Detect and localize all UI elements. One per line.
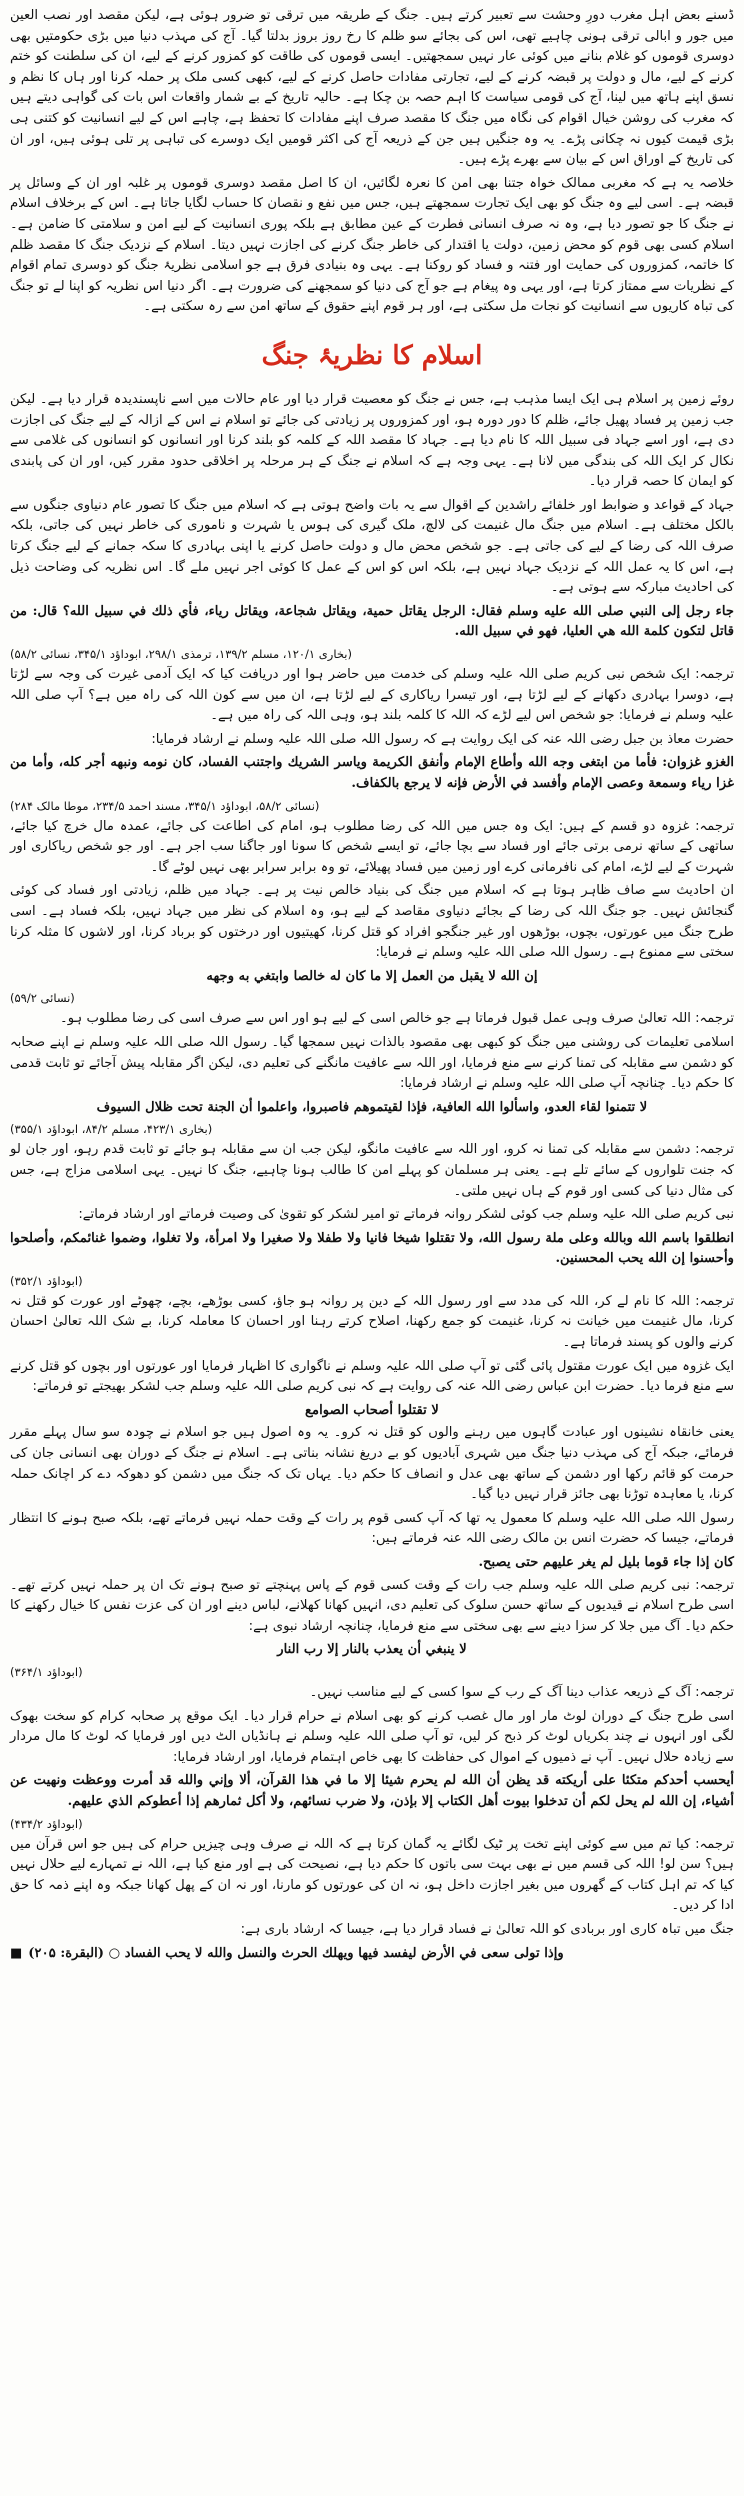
final-verse-text: وإذا تولى سعى في الأرض ليفسد فيها ويهلك الحرث والنسل والله لا يحب الفساد ○ (البقرة: ۲۰۵) bbox=[28, 1945, 564, 1961]
section-title: اسلام کا نظریۂ جنگ bbox=[261, 340, 483, 371]
arabic-quote: أيحسب أحدكم متكئا على أريكته قد يظن أن الله لم يحرم شيئا إلا ما في هذا القرآن، ألا وإني والله قد أمرت ووعظت ونهيت عن أشياء، إن الله لم يحل لكم أن تدخلوا بيوت أهل الكتاب إلا بإذن، ولا ضرب نسائهم، ولا أكل ثمارهم إذا أعطوكم الذي عليهم. bbox=[10, 1773, 734, 1809]
paragraph: ان احادیث سے صاف ظاہر ہوتا ہے کہ اسلام میں جنگ کی بنیاد خالص نیت پر ہے۔ جہاد میں ظلم، زیادتی اور فساد کی کوئی گنجائش نہیں۔ جو جنگ اللہ کی رضا کے بجائے دنیاوی مقاصد کے لیے ہو، وہ اسلام کی نظر میں جہاد نہیں، بلکہ فساد ہے۔ اسی طرح جنگ میں عورتوں، بچوں، بوڑھوں اور غیر جنگجو افراد کو قتل کرنا، کھیتیوں اور درختوں کو برباد کرنا، اور لاشوں کا مثلہ کرنا سختی سے ممنوع ہے۔ رسول اللہ صلی اللہ علیہ وسلم نے فرمایا: bbox=[10, 883, 734, 961]
paragraph: ڈسنے بعض اہل مغرب دورِ وحشت سے تعبیر کرتے ہیں۔ جنگ کے طریقہ میں ترقی تو ضرور ہوئی ہے، لیکن مقصد اور نصب العین میں جور و ابالی ترقی ہونی چاہیے تھی، اس کی بجائے سو ظلم کا رخ روز بروز بدلتا گیا۔ آج کی مہذب دنیا میں بڑی حکومتیں بھی دوسری قوموں کو غلام بنانے میں کوئی عار نہیں سمجھتیں۔ ایسی قوموں کی طاقت کو کمزور کرنے کے لیے، ان کی سلطنت کو ختم کرنے کے لیے، مال و دولت پر قبضہ کرنے کے لیے، تجارتی مفادات حاصل کرنے کے لیے، کبھی کسی ملک پر حملہ کرنا اور ہاں کا نظم و نسق اپنے ہاتھ میں لینا، آج کی قومی سیاست کا اہم حصہ بن چکا ہے۔ حالیہ تاریخ کے بے شمار واقعات اس بات کی گواہی دیتے ہیں کہ مغرب کی روشن خیال اقوام کی نگاہ میں جنگ کا مقصد صرف اپنے مفادات کا تحفظ ہے، چاہے اس کے لیے انسانیت کو کتنی ہی بڑی قیمت کیوں نہ چکانی پڑے۔ یہ وہ جنگیں ہیں جن کے ذریعہ آج کی اکثر قومیں ایک دوسرے کی تباہی پر تلی ہوئی ہیں، اور ان کی تاریخ کے اوراق اس کے بیان سے بھرے پڑے ہیں۔ bbox=[10, 8, 734, 168]
paragraph: ترجمہ: کیا تم میں سے کوئی اپنے تخت پر ٹیک لگائے یہ گمان کرتا ہے کہ اللہ نے صرف وہی چیزیں حرام کی ہیں جو اس قرآن میں ہیں؟ سن لو! اللہ کی قسم میں نے بھی بہت سی باتوں کا حکم دیا ہے، نصیحت کی ہے اور منع کیا ہے، اللہ نے تمہارے لیے حلال نہیں کیا کہ تم اہل کتاب کے گھروں میں بغیر اجازت داخل ہو، نہ ان کی عورتوں کو مارنا، اور نہ ان کے پھل کھانا جبکہ وہ اپنے ذمہ کا حق ادا کر دیں۔ bbox=[10, 1836, 734, 1914]
reference-citation: (بخاری ۴۲۳/۱، مسلم ۸۴/۲، ابوداؤد ۳۵۵/۱) bbox=[10, 1122, 213, 1137]
arabic-quote-centered: لا ينبغي أن يعذب بالنار إلا رب النار bbox=[277, 1642, 467, 1658]
paragraph: ترجمہ: اللہ کا نام لے کر، اللہ کی مدد سے اور رسول اللہ کے دین پر روانہ ہو جاؤ، کسی بوڑھے، بچے، چھوٹے اور عورت کو قتل نہ کرنا، مال غنیمت میں خیانت نہ کرنا، غنیمت کو جمع رکھنا، اصلاح کرتے رہنا اور احسان کا معاملہ کرنا، بے شک اللہ تعالیٰ احسان کرنے والوں کو پسند فرماتا ہے۔ bbox=[10, 1293, 734, 1351]
arabic-quote: كان إذا جاء قوما بليل لم يغر عليهم حتى يصبح. bbox=[478, 1555, 734, 1570]
paragraph: یعنی خانقاہ نشینوں اور عبادت گاہوں میں رہنے والوں کو قتل نہ کرو۔ یہ وہ اصول ہیں جو اسلام نے چودہ سو سال پہلے مقرر فرمائے، جبکہ آج کی مہذب دنیا جنگ میں شہری آبادیوں کو بے دریغ نشانہ بناتی ہے۔ اسلام نے جنگ کے دوران بھی انسانی جان کی حرمت کو قائم رکھا اور دشمن کے ساتھ بھی عدل و انصاف کا حکم دیا۔ یہاں تک کہ جنگ میں دشمن کو دھوکہ دے کر اچانک حملہ کرنا، یا معاہدہ توڑنا بھی جائز قرار نہیں دیا گیا۔ bbox=[10, 1425, 734, 1503]
arabic-quote: جاء رجل إلى النبي صلى الله عليه وسلم فقال: الرجل يقاتل حمية، ويقاتل شجاعة، ويقاتل رياء، فأي ذلك في سبيل الله؟ قال: من قاتل لتكون كلمة الله هي العليا، فهو في سبيل الله. bbox=[10, 603, 734, 640]
arabic-quote: الغزو غزوان: فأما من ابتغى وجه الله وأطاع الإمام وأنفق الكريمة وياسر الشريك واجتنب الفساد، كان نومه ونبهه أجر كله، وأما من غزا رياء وسمعة وعصى الإمام وأفسد في الأرض فإنه لا يرجع بالكفاف. bbox=[10, 755, 734, 791]
paragraph: ترجمہ: نبی کریم صلی اللہ علیہ وسلم جب رات کے وقت کسی قوم کے پاس پہنچتے تو صبح ہونے تک ان پر حملہ نہیں کرتے تھے۔ اسی طرح اسلام نے قیدیوں کے ساتھ حسن سلوک کی تعلیم دی، انہیں کھانا کھلانے، لباس دینے اور ان کی عزت نفس کا خیال رکھنے کا حکم دیا۔ آگ میں جلا کر سزا دینے سے بھی سختی سے منع فرمایا، چنانچہ ارشاد نبوی ہے: bbox=[10, 1577, 734, 1634]
paragraph: جنگ میں تباہ کاری اور بربادی کو اللہ تعالیٰ نے فساد قرار دیا ہے، جیسا کہ ارشاد باری ہے: bbox=[240, 1921, 734, 1937]
arabic-quote: انطلقوا باسم الله وبالله وعلى ملة رسول الله، ولا تقتلوا شيخا فانيا ولا طفلا ولا صغيرا ولا امرأة، ولا تغلوا، وضموا غنائمكم، وأصلحوا وأحسنوا إن الله يحب المحسنين. bbox=[10, 1230, 734, 1267]
paragraph: نبی کریم صلی اللہ علیہ وسلم جب کوئی لشکر روانہ فرماتے تو امیر لشکر کو تقویٰ کی وصیت فرماتے اور ارشاد فرماتے: bbox=[78, 1207, 734, 1223]
paragraph: ترجمہ: آگ کے ذریعہ عذاب دینا آگ کے رب کے سوا کسی کے لیے مناسب نہیں۔ bbox=[309, 1684, 734, 1700]
paragraph: ترجمہ: غزوہ دو قسم کے ہیں: ایک وہ جس میں اللہ کی رضا مطلوب ہو، امام کی اطاعت کی جائے، عمدہ مال خرچ کیا جائے، ساتھی کے ساتھ نرمی برتی جائے اور فساد سے بچا جائے، تو ایسے شخص کا سونا اور جاگنا سب اجر ہے۔ اور جو شخص ریاکاری اور شہرت کے لیے لڑے، امام کی نافرمانی کرے اور زمین میں فساد پھیلائے، تو وہ برابر سرابر بھی نہیں لوٹے گا۔ bbox=[10, 818, 734, 875]
paragraph: ترجمہ: اللہ تعالیٰ صرف وہی عمل قبول فرماتا ہے جو خالص اسی کے لیے ہو اور اس سے صرف اسی کی رضا مطلوب ہو۔ bbox=[59, 1011, 734, 1027]
final-verse bbox=[10, 1944, 734, 1965]
reference-citation: (ابوداؤد ۳۵۲/۱) bbox=[10, 1273, 83, 1288]
arabic-quote-centered: إن الله لا يقبل من العمل إلا ما كان له خالصا وابتغي به وجهه bbox=[206, 968, 538, 984]
paragraph: روئے زمین پر اسلام ہی ایک ایسا مذہب ہے، جس نے جنگ کو معصیت قرار دیا اور عام حالات میں اسے ناپسندیدہ قرار دیا ہے۔ لیکن جب زمین پر فساد پھیل جائے، ظلم کا دور دورہ ہو، اور کمزوروں پر زیادتی کی جائے تو اسلام نے اس کے ازالہ کے لیے جنگ کی اجازت دی ہے، اور اسے جہاد فی سبیل اللہ کا نام دیا ہے۔ جہاد کا مقصد اللہ کے کلمہ کو بلند کرنا اور انسانوں کو انسانوں کی غلامی سے نکال کر ایک اللہ کی بندگی میں لانا ہے۔ یہی وجہ ہے کہ اسلام نے جنگ کے ہر مرحلہ پر اخلاقی حدود مقرر کیں، اور ان کی پابندی کو ایمان کا حصہ قرار دیا۔ bbox=[10, 391, 734, 490]
paragraph: حضرت معاذ بن جبل رضی اللہ عنہ کی ایک روایت ہے کہ رسول اللہ صلی اللہ علیہ وسلم نے ارشاد فرمایا: bbox=[151, 731, 734, 747]
reference-citation: (نسائی ۵۹/۲) bbox=[10, 991, 75, 1006]
paragraph: ایک غزوہ میں ایک عورت مقتول پائی گئی تو آپ صلی اللہ علیہ وسلم نے ناگواری کا اظہار فرمایا اور عورتوں اور بچوں کو قتل کرنے سے منع فرما دیا۔ حضرت ابن عباس رضی اللہ عنہ کی روایت ہے کہ نبی کریم صلی اللہ علیہ وسلم جب لشکر بھیجتے تو فرماتے: bbox=[10, 1358, 734, 1395]
paragraph: اسلامی تعلیمات کی روشنی میں جنگ کو کبھی بھی مقصود بالذات نہیں سمجھا گیا۔ رسول اللہ صلی اللہ علیہ وسلم نے اپنے صحابہ کو دشمن سے مقابلہ کی تمنا کرنے سے منع فرمایا، اور اللہ سے عافیت مانگنے کی تعلیم دی، لیکن اگر مقابلہ پیش آجائے تو ثابت قدمی کا حکم دیا۔ چنانچہ آپ صلی اللہ علیہ وسلم نے ارشاد فرمایا: bbox=[10, 1034, 734, 1092]
reference-citation: (ابوداؤد ۴۳۴/۲) bbox=[10, 1816, 83, 1831]
bullet-icon: ■ bbox=[10, 1945, 23, 1961]
paragraph: ترجمہ: دشمن سے مقابلہ کی تمنا نہ کرو، اور اللہ سے عافیت مانگو، لیکن جب ان سے مقابلہ ہو جائے تو ثابت قدم رہو، اور جان لو کہ جنت تلواروں کے سائے تلے ہے۔ یعنی ہر مسلمان کو پہلے امن کا طالب ہونا چاہیے، جنگ کا نہیں۔ یہی اسلامی مزاج ہے، جس کی مثال دنیا کی کسی اور قوم کے ہاں نہیں ملتی۔ bbox=[10, 1142, 734, 1199]
paragraph: رسول اللہ صلی اللہ علیہ وسلم کا معمول یہ تھا کہ آپ کسی قوم پر رات کے وقت حملہ نہیں فرماتے تھے، بلکہ صبح ہونے کا انتظار فرماتے، جیسا کہ حضرت انس بن مالک رضی اللہ عنہ فرماتے ہیں: bbox=[10, 1510, 734, 1547]
reference-citation: (نسائی ۵۸/۲، ابوداؤد ۳۴۵/۱، مسند احمد ۲۳۴/۵، موطا مالک ۲۸۴) bbox=[10, 798, 320, 813]
document-body bbox=[10, 6, 734, 1941]
paragraph: جہاد کے قواعد و ضوابط اور خلفائے راشدین کے اقوال سے یہ بات واضح ہوتی ہے کہ اسلام میں جنگ کا تصور عام دنیاوی جنگوں سے بالکل مختلف ہے۔ اسلام میں جنگ مال غنیمت کی لالچ، ملک گیری کی ہوس یا شہرت و ناموری کی خاطر نہیں کی جاتی، بلکہ صرف اللہ کی رضا کے لیے کی جاتی ہے۔ جو شخص محض مال و دولت حاصل کرنے یا اپنی بہادری کا سکہ جمانے کے لیے جنگ کرتا ہے، اس کا یہ عمل اللہ کے نزدیک جہاد نہیں ہے، بلکہ اس کو اس کے عمل کا کوئی اجر نہیں ملے گا۔ اس نظریہ کی وضاحت ذیل کی احادیث مبارکہ سے ہوتی ہے۔ bbox=[10, 497, 734, 596]
reference-citation: (ابوداؤد ۳۶۴/۱) bbox=[10, 1664, 83, 1679]
paragraph: خلاصہ یہ ہے کہ مغربی ممالک خواہ جتنا بھی امن کا نعرہ لگائیں، ان کا اصل مقصد دوسری قوموں پر غلبہ اور ان کے وسائل پر قبضہ ہے۔ اسی لیے وہ جنگ کو بھی ایک تجارت سمجھتے ہیں، جس میں نفع و نقصان کا حساب لگایا جاتا ہے۔ اس کے برخلاف اسلام نے جنگ کا جو تصور دیا ہے، وہ نہ صرف انسانی فطرت کے عین مطابق ہے بلکہ پوری انسانیت کے لیے امن و سلامتی کا ضامن ہے۔ اسلام کسی بھی قوم کو محض زمین، دولت یا اقتدار کی خاطر جنگ کرنے کی اجازت نہیں دیتا۔ اسلام کے نزدیک جنگ کا مقصد ظلم کا خاتمہ، کمزوروں کی حمایت اور فتنہ و فساد کو روکنا ہے۔ یہی وہ بنیادی فرق ہے جو اسلامی نظریۂ جنگ کو دوسری تمام اقوام کے نظریات سے ممتاز کرتا ہے، اور یہی وہ پیغام ہے جو آج کی دنیا کو سمجھنے کی ضرورت ہے۔ اگر دنیا اس نظریہ کو اپنا لے تو جنگ کی تباہ کاریوں سے انسانیت کو نجات مل سکتی ہے، اور ہر قوم اپنے حقوق کے ساتھ امن سے رہ سکتی ہے۔ bbox=[10, 175, 734, 315]
paragraph: اسی طرح جنگ کے دوران لوٹ مار اور مال غصب کرنے کو بھی اسلام نے حرام قرار دیا۔ ایک موقع پر صحابہ کرام کو سخت بھوک لگی اور انہوں نے چند بکریاں لوٹ کر ذبح کر لیں، تو آپ صلی اللہ علیہ وسلم نے ہانڈیاں الٹ دیں اور فرمایا کہ لوٹ کا مال مردار سے زیادہ حلال نہیں۔ آپ نے ذمیوں کے اموال کی حفاظت کا بھی خاص اہتمام فرمایا، اور ارشاد فرمایا: bbox=[10, 1708, 734, 1765]
reference-citation: (بخاری ۱۲۰/۱، مسلم ۱۳۹/۲، ترمذی ۲۹۸/۱، ابوداؤد ۳۴۵/۱، نسائی ۵۸/۲) bbox=[10, 647, 352, 662]
arabic-quote-centered: لا تقتلوا أصحاب الصوامع bbox=[305, 1402, 439, 1418]
arabic-quote-centered: لا تتمنوا لقاء العدو، واسألوا الله العافية، فإذا لقيتموهم فاصبروا، واعلموا أن الجنة تحت ظلال السيوف bbox=[96, 1099, 648, 1115]
paragraph: ترجمہ: ایک شخص نبی کریم صلی اللہ علیہ وسلم کی خدمت میں حاضر ہوا اور دریافت کیا کہ ایک آدمی غیرت کی وجہ سے لڑتا ہے، دوسرا بہادری دکھانے کے لیے لڑتا ہے، اور تیسرا ریاکاری کے لیے لڑتا ہے، ان میں سے کون اللہ کی راہ میں ہے؟ آپ صلی اللہ علیہ وسلم نے فرمایا: جو شخص اس لیے لڑے کہ اللہ کا کلمہ بلند ہو، وہی اللہ کی راہ میں ہے۔ bbox=[10, 667, 734, 724]
